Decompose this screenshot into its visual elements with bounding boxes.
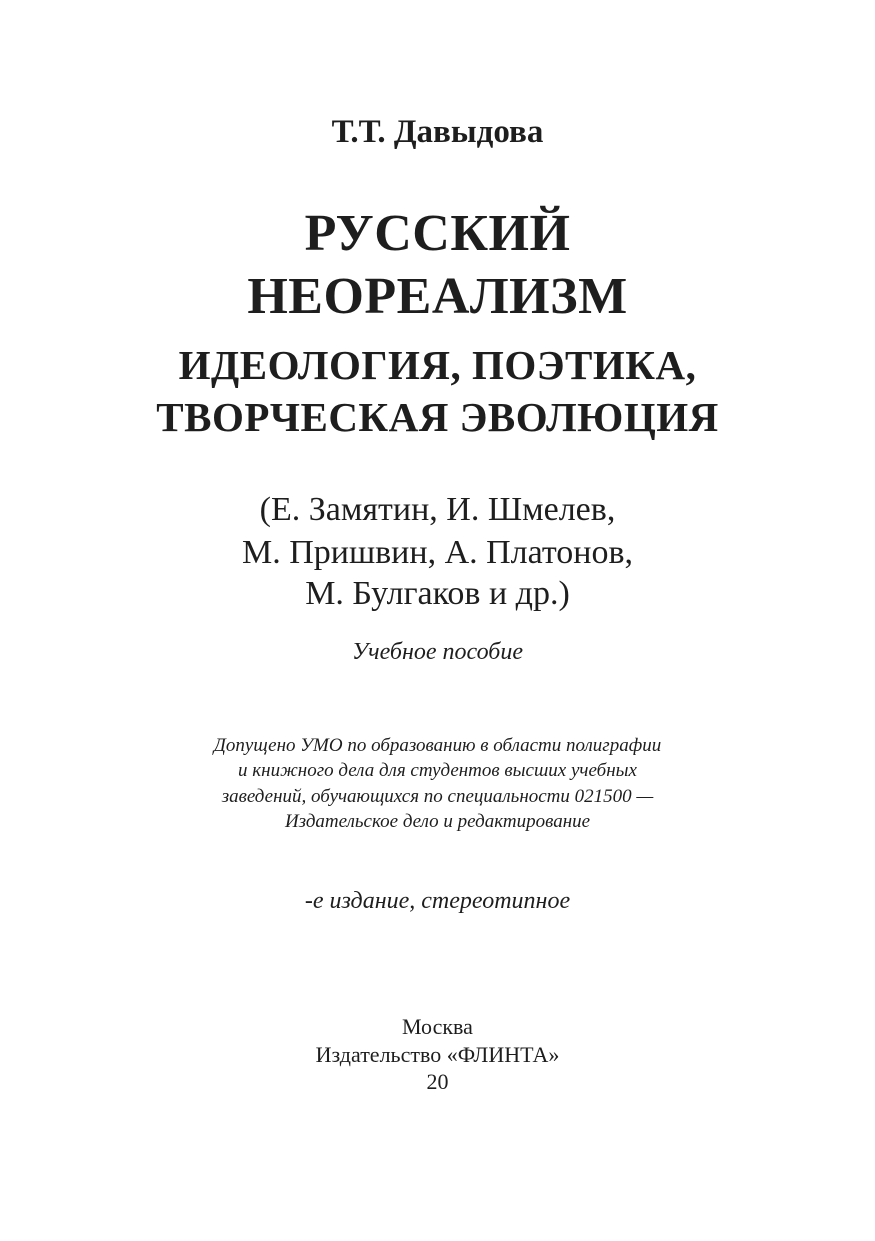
approval-line-1: Допущено УМО по образованию в области полиграфии [213, 735, 662, 756]
imprint-publisher: Издательство «ФЛИНТА» [315, 1042, 560, 1067]
authors-line-2: М. Пришвин, А. Платонов, [241, 534, 634, 571]
document-type: Учебное пособие [351, 639, 524, 665]
author-name: Т.Т. Давыдова [331, 114, 544, 150]
authors-line-3: М. Булгаков и др.) [305, 575, 570, 612]
edition-note: -е издание, стереотипное [304, 888, 571, 914]
imprint-city: Москва [402, 1014, 473, 1039]
title-line-2: НЕОРЕАЛИЗМ [247, 268, 628, 325]
approval-line-2: и книжного дела для студентов высших учебных [238, 760, 637, 781]
approval-line-4: Издательское дело и редактирование [284, 811, 591, 832]
approval-line-3: заведений, обучающихся по специальности 021500 — [221, 786, 654, 807]
authors-line-1: (Е. Замятин, И. Шмелев, [259, 491, 616, 528]
subtitle-line-1: ИДЕОЛОГИЯ, ПОЭТИКА, [178, 342, 697, 388]
title-line-1: РУССКИЙ [304, 205, 571, 262]
imprint-year: 20 [426, 1069, 449, 1094]
subtitle-line-2: ТВОРЧЕСКАЯ ЭВОЛЮЦИЯ [156, 394, 719, 440]
